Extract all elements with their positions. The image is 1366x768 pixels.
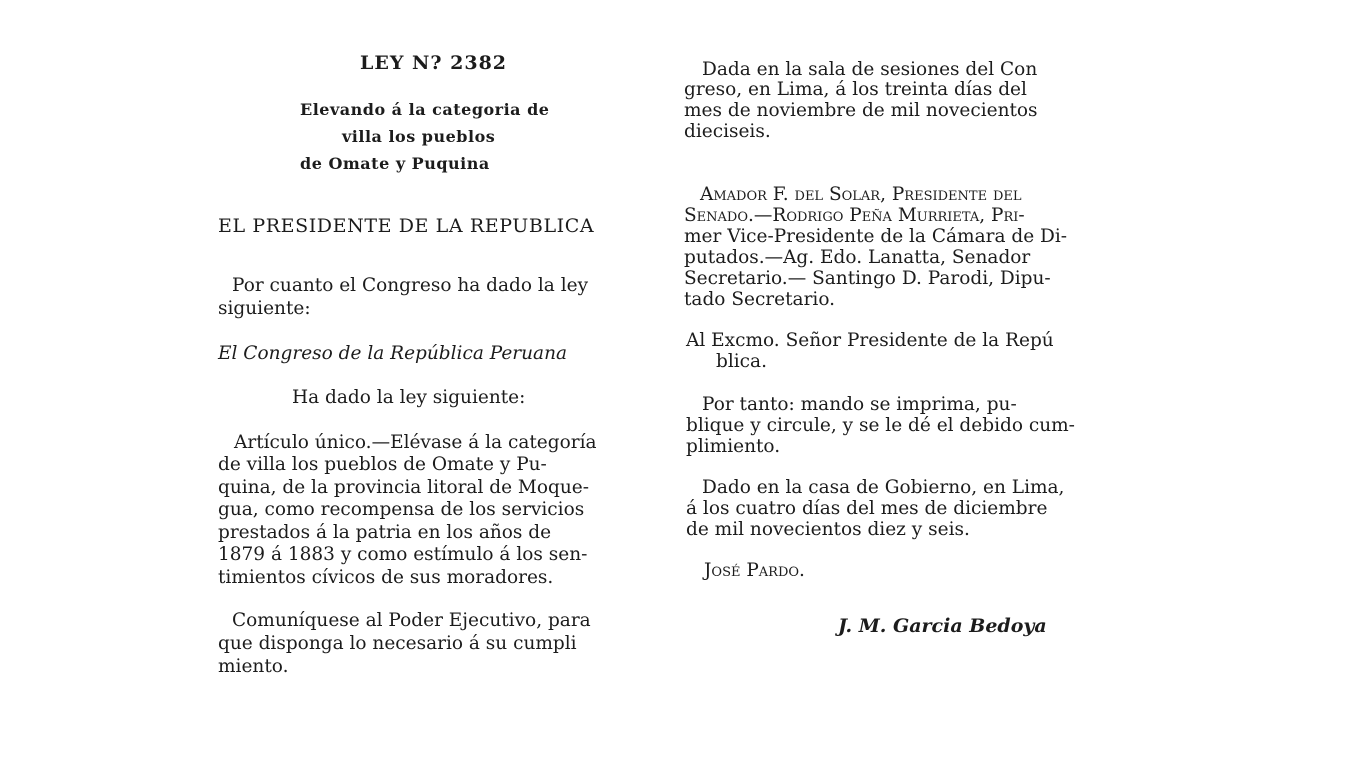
comuniquese-line-3: miento. xyxy=(218,656,289,677)
congreso-heading: El Congreso de la República Peruana xyxy=(218,343,568,364)
dado-line-1: Dado en la casa de Gobierno, en Lima, xyxy=(702,477,1065,498)
subtitle-line-3: de Omate y Puquina xyxy=(300,154,490,173)
dada-line-1: Dada en la sala de sesiones del Con xyxy=(702,59,1038,80)
dada-line-4: dieciseis. xyxy=(684,121,771,142)
al-excmo-line-2: blica. xyxy=(716,351,767,372)
jose-pardo: José Pardo. xyxy=(704,560,805,581)
articulo-line-1: Artículo único.—Elévase á la categoría xyxy=(234,432,597,453)
por-tanto-line-3: plimiento. xyxy=(686,436,781,457)
al-excmo-line-1: Al Excmo. Señor Presidente de la Repú xyxy=(686,330,1054,351)
firmas-line-1: Amador F. del Solar, Presidente del xyxy=(700,184,1022,205)
articulo-line-4: gua, como recompensa de los servicios xyxy=(218,499,585,520)
dada-line-3: mes de noviembre de mil novecientos xyxy=(684,100,1038,121)
law-title: LEY N? 2382 xyxy=(360,52,508,74)
signature-garcia-bedoya: J. M. Garcia Bedoya xyxy=(838,615,1047,637)
subtitle-line-2: villa los pueblos xyxy=(342,127,496,146)
por-cuanto-line-2: siguiente: xyxy=(218,298,311,319)
por-cuanto-line-1: Por cuanto el Congreso ha dado la ley xyxy=(232,275,589,296)
dado-line-3: de mil novecientos diez y seis. xyxy=(686,519,970,540)
articulo-line-5: prestados á la patria en los años de xyxy=(218,522,552,543)
firmas-line-2: Senado.—Rodrigo Peña Murrieta, Pri- xyxy=(684,205,1025,226)
subtitle-line-1: Elevando á la categoria de xyxy=(300,100,550,119)
por-tanto-line-1: Por tanto: mando se imprima, pu- xyxy=(702,394,1017,415)
firmas-line-6: tado Secretario. xyxy=(684,289,836,310)
articulo-line-6: 1879 á 1883 y como estímulo á los sen- xyxy=(218,544,588,565)
articulo-line-2: de villa los pueblos de Omate y Pu- xyxy=(218,454,547,475)
ha-dado-heading: Ha dado la ley siguiente: xyxy=(292,387,526,408)
articulo-line-3: quina, de la provincia litoral de Moque- xyxy=(218,477,589,498)
president-heading: EL PRESIDENTE DE LA REPUBLICA xyxy=(218,215,595,237)
comuniquese-line-2: que disponga lo necesario á su cumpli xyxy=(218,633,577,654)
firmas-line-4: putados.—Ag. Edo. Lanatta, Senador xyxy=(684,247,1031,268)
dada-line-2: greso, en Lima, á los treinta días del xyxy=(684,79,1027,100)
comuniquese-line-1: Comuníquese al Poder Ejecutivo, para xyxy=(232,610,591,631)
articulo-line-7: timientos cívicos de sus moradores. xyxy=(218,567,554,588)
firmas-line-3: mer Vice-Presidente de la Cámara de Di- xyxy=(684,226,1068,247)
dado-line-2: á los cuatro días del mes de diciembre xyxy=(686,498,1048,519)
firmas-line-5: Secretario.— Santingo D. Parodi, Dipu- xyxy=(684,268,1051,289)
por-tanto-line-2: blique y circule, y se le dé el debido cum- xyxy=(686,415,1075,436)
